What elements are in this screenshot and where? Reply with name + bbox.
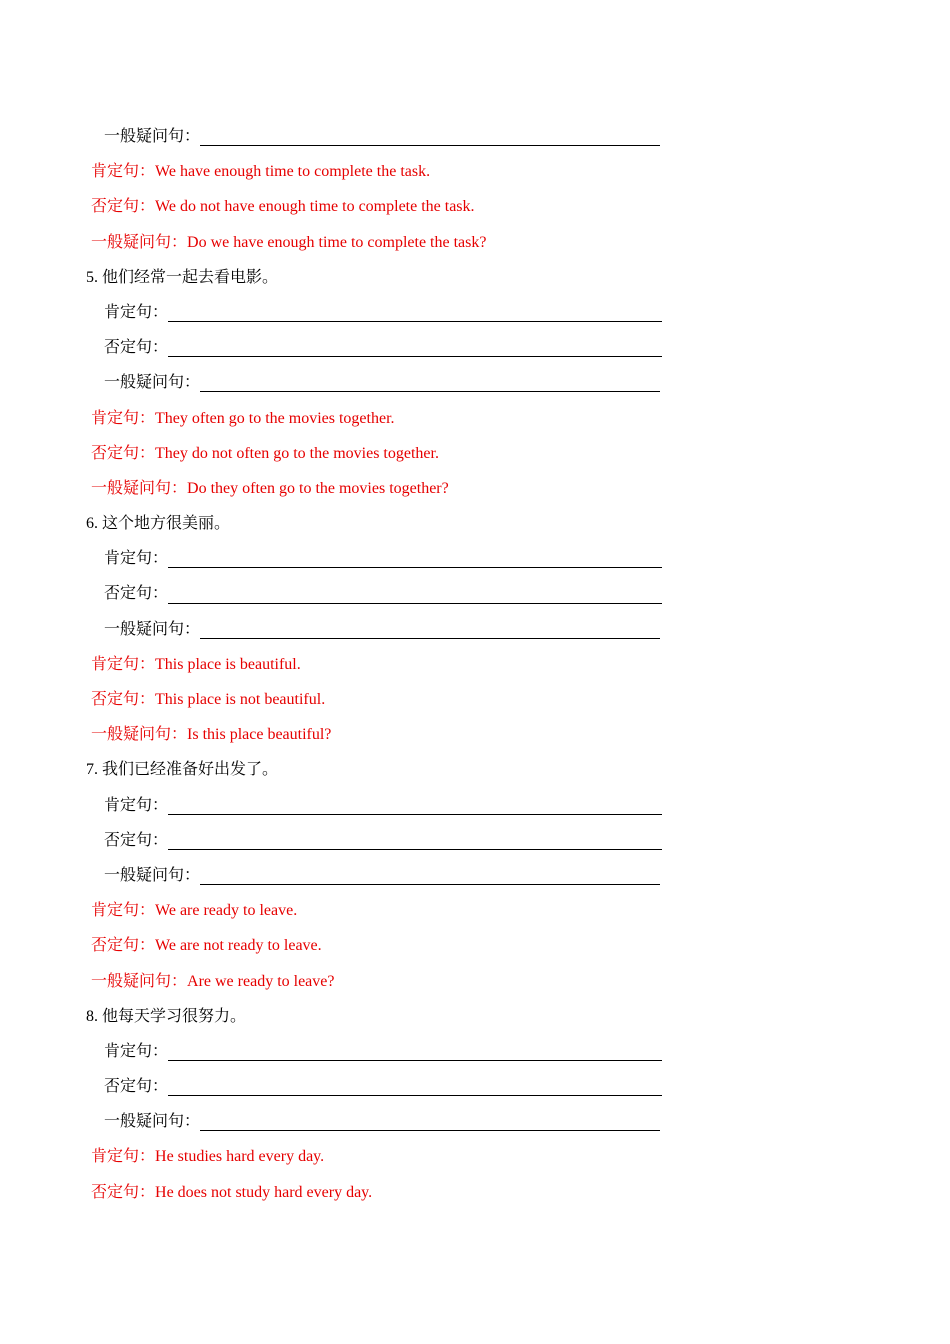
blank-affirmative-line <box>0 1034 950 1069</box>
blank-label: 肯定句： <box>104 1042 169 1060</box>
answer-underline <box>200 127 660 146</box>
answer-label: 一般疑问句： <box>91 972 188 990</box>
answer-label: 肯定句： <box>91 1148 156 1166</box>
answer-underline <box>168 796 662 815</box>
answer-negative <box>0 928 950 963</box>
blank-affirmative-line <box>0 295 950 330</box>
blank-label: 肯定句： <box>104 550 169 568</box>
answer-text: We are ready to leave. <box>155 902 298 920</box>
answer-underline <box>168 831 662 850</box>
answer-text: He does not study hard every day. <box>155 1183 373 1201</box>
exercise-prompt: 7. 我们已经准备好出发了。 <box>86 761 279 779</box>
blank-label: 否定句： <box>104 339 169 357</box>
blank-label: 否定句： <box>104 585 169 603</box>
answer-label: 否定句： <box>91 444 156 462</box>
answer-label: 否定句： <box>91 691 156 708</box>
answer-underline <box>200 866 660 885</box>
answer-affirmative <box>0 893 950 928</box>
answer-negative <box>0 189 950 224</box>
answer-label: 肯定句： <box>91 655 156 673</box>
answer-text: We are not ready to leave. <box>155 937 322 955</box>
answer-text: We do not have enough time to complete the task. <box>155 198 475 216</box>
blank-label: 一般疑问句： <box>104 1113 201 1131</box>
blank-question-line <box>0 1104 950 1139</box>
blank-label: 肯定句： <box>104 796 169 814</box>
answer-text: They often go to the movies together. <box>155 409 395 427</box>
answer-underline <box>168 1042 662 1061</box>
answer-text: He studies hard every day. <box>155 1148 325 1166</box>
blank-label: 一般疑问句： <box>104 128 201 145</box>
answer-text: This place is not beautiful. <box>155 691 326 708</box>
answer-text: Is this place beautiful? <box>187 726 332 744</box>
worksheet-page <box>0 119 950 1210</box>
exercise-prompt: 8. 他每天学习很努力。 <box>86 1007 247 1025</box>
answer-underline <box>168 585 662 604</box>
blank-question-line <box>0 612 950 647</box>
answer-negative <box>0 682 950 717</box>
answer-text: This place is beautiful. <box>155 655 301 673</box>
answer-label: 肯定句： <box>91 163 156 181</box>
answer-label: 否定句： <box>91 1183 156 1201</box>
answer-affirmative <box>0 1139 950 1174</box>
answer-negative <box>0 436 950 471</box>
blank-label: 一般疑问句： <box>104 866 201 884</box>
blank-label: 肯定句： <box>104 303 169 321</box>
answer-affirmative <box>0 401 950 436</box>
answer-underline <box>200 1112 660 1131</box>
blank-affirmative-line <box>0 788 950 823</box>
answer-text: Do they often go to the movies together? <box>187 479 449 497</box>
answer-negative <box>0 1175 950 1210</box>
exercise-prompt: 5. 他们经常一起去看电影。 <box>86 268 279 286</box>
answer-text: They do not often go to the movies together. <box>155 444 439 462</box>
answer-underline <box>168 549 662 568</box>
answer-question <box>0 471 950 506</box>
blank-question-line <box>0 858 950 893</box>
answer-label: 肯定句： <box>91 902 156 920</box>
answer-text: Do we have enough time to complete the task? <box>187 233 487 251</box>
answer-text: We have enough time to complete the task. <box>155 163 431 181</box>
answer-underline <box>168 1077 662 1096</box>
answer-underline <box>168 303 662 322</box>
blank-question-line <box>0 119 950 154</box>
answer-question <box>0 225 950 260</box>
answer-label: 一般疑问句： <box>91 726 188 744</box>
blank-label: 否定句： <box>104 1078 169 1096</box>
blank-label: 否定句： <box>104 831 169 849</box>
answer-underline <box>168 338 662 357</box>
answer-underline <box>200 620 660 639</box>
exercise-prompt: 6. 这个地方很美丽。 <box>86 515 231 533</box>
answer-label: 一般疑问句： <box>91 479 188 497</box>
blank-negative-line <box>0 823 950 858</box>
answer-label: 否定句： <box>91 198 156 216</box>
answer-text: Are we ready to leave? <box>187 972 335 990</box>
answer-affirmative <box>0 154 950 189</box>
blank-label: 一般疑问句： <box>104 374 201 392</box>
blank-affirmative-line <box>0 541 950 576</box>
answer-label: 否定句： <box>91 937 156 955</box>
blank-question-line <box>0 365 950 400</box>
answer-label: 肯定句： <box>91 409 156 427</box>
answer-question <box>0 717 950 752</box>
blank-negative-line <box>0 1069 950 1104</box>
blank-negative-line <box>0 330 950 365</box>
blank-label: 一般疑问句： <box>104 620 201 638</box>
answer-underline <box>200 373 660 392</box>
answer-label: 一般疑问句： <box>91 233 188 251</box>
blank-negative-line <box>0 576 950 611</box>
answer-question <box>0 964 950 999</box>
answer-affirmative <box>0 647 950 682</box>
